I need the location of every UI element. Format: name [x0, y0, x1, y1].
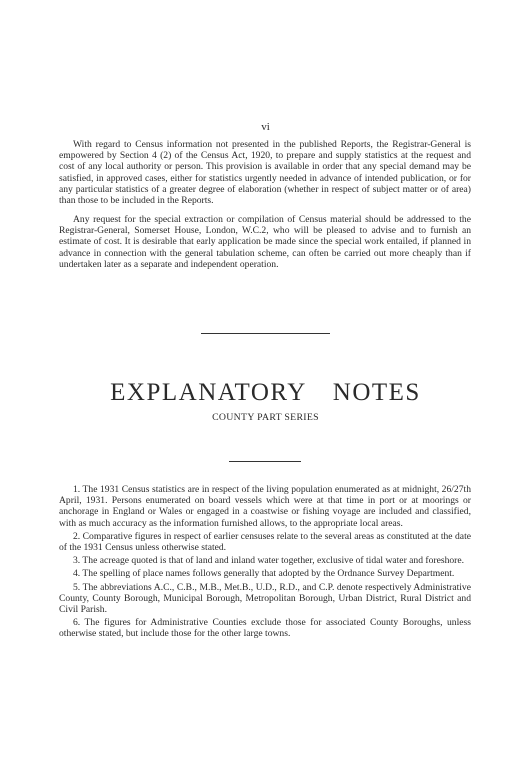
section-heading — [0, 379, 531, 407]
note-item: 3. The acreage quoted is that of land and inland water together, exclusive of tidal water and foreshore. — [73, 555, 465, 567]
subtitle-divider — [229, 461, 301, 462]
heading-word-1: EXPLANATORY — [110, 379, 307, 406]
heading-word-2: NOTES — [332, 379, 421, 406]
notes-list — [59, 484, 471, 642]
note-item: 4. The spelling of place names follows generally that adopted by the Ordnance Survey Department. — [73, 568, 455, 580]
note-item: 1. The 1931 Census statistics are in respect of the living population enumerated as at midnight, 26/27th April, 1931. Persons enumerated on board vessels which were at that time in port or at moorings or anchorage in England or Wales or engaged in a coastwise or fishing voyage are included and classified, with as much accuracy as the information furnished allows, to the appropriate local areas. — [59, 484, 471, 529]
section-subtitle: COUNTY PART SERIES — [212, 412, 319, 423]
intro-paragraph: Any request for the special extraction or compilation of Census material should be addressed to the Registrar-General, Somerset House, London, W.C.2, who will be pleased to advise and to furnish an estimate of cost. It is desirable that early application be made since the special work entailed, if planned in advance in connection with the general tabulation scheme, can often be carried out more cheaply than if undertaken later as a separate and independent operation. — [59, 214, 471, 270]
page-number: vi — [261, 121, 270, 133]
section-divider — [201, 333, 330, 334]
note-item: 2. Comparative figures in respect of earlier censuses relate to the several areas as constituted at the date of the 1931 Census unless otherwise stated. — [59, 530, 471, 554]
note-item: 5. The abbreviations A.C., C.B., M.B., Met.B., U.D., R.D., and C.P. denote respectively Administrative County, County Borough, Municipal Borough, Metropolitan Borough, Urban District, Rural District and Civil Parish. — [59, 581, 471, 616]
intro-paragraph: With regard to Census information not presented in the published Reports, the Registrar-General is empowered by Section 4 (2) of the Census Act, 1920, to prepare and supply statistics at the request and cost of any local authority or person. This provision is available in order that any special demand may be satisfied, in approved cases, either for statistics urgently needed in advance of intended publication, or for any particular statistics of a greater degree of elaboration (whether in respect of subject matter or of area) than those to be included in the Reports. — [59, 139, 471, 207]
intro-paragraph-2-block — [59, 214, 471, 270]
intro-paragraph-1-block — [59, 139, 471, 206]
note-item: 6. The figures for Administrative Counties exclude those for associated County Boroughs, unless otherwise stated, but include those for the other large towns. — [59, 617, 471, 640]
